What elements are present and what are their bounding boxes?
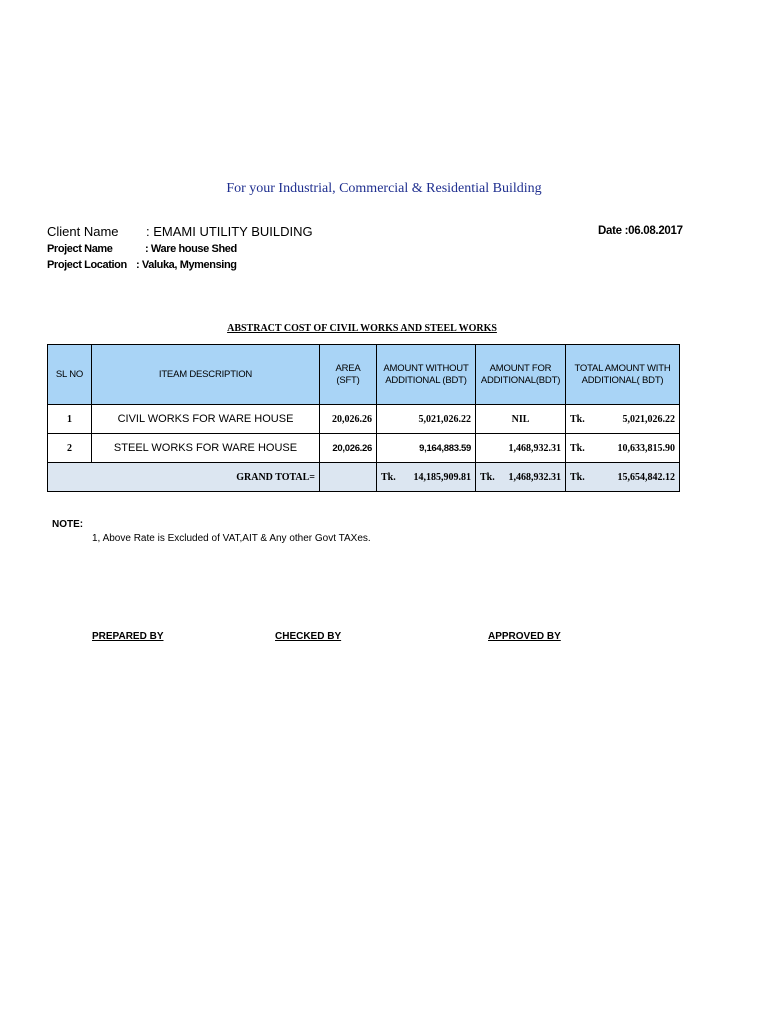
row-total [566,434,680,463]
row-amount-without: 9,164,883.59 [377,434,476,463]
table-row [48,434,680,463]
cost-table [47,344,680,492]
client-name-label: Client Name [47,224,119,239]
row-total [566,405,680,434]
row-description: STEEL WORKS FOR WARE HOUSE [92,434,320,463]
header-amount-for-line1: AMOUNT FOR [489,362,552,374]
header-amount-for [476,345,566,405]
header-total-with [566,345,680,405]
approved-by-label: APPROVED BY [488,631,561,642]
grand-total-amount-for-value: 1,468,932.31 [508,471,561,483]
grand-total-area-empty [320,463,377,492]
header-description: ITEAM DESCRIPTION [92,345,320,405]
project-location-label: Project Location [47,259,127,271]
row-amount-for: NIL [476,405,566,434]
row-amount-without: 5,021,026.22 [377,405,476,434]
company-tagline: For your Industrial, Commercial & Residential Building [226,181,542,196]
row-total-value: 10,633,815.90 [617,442,675,454]
row-description: CIVIL WORKS FOR WARE HOUSE [92,405,320,434]
checked-by-label: CHECKED BY [275,631,342,642]
grand-total-amount-without [377,463,476,492]
grand-total-amount-without-value: 14,185,909.81 [413,471,471,483]
row-area: 20,026.26 [320,405,377,434]
header-amount-without-line2: ADDITIONAL (BDT) [385,374,467,386]
row-area: 20,026.26 [320,434,377,463]
header-amount-for-line2: ADDITIONAL(BDT) [480,374,561,386]
abstract-title: ABSTRACT COST OF CIVIL WORKS AND STEEL WORKS [227,323,497,334]
grand-total-total [566,463,680,492]
grand-total-row [48,463,680,492]
project-name-label: Project Name [47,243,113,255]
client-name-value: : EMAMI UTILITY BUILDING [146,224,313,239]
document-date: Date :06.08.2017 [598,225,683,237]
note-label: NOTE: [52,519,84,530]
row-amount-for: 1,468,932.31 [476,434,566,463]
row-sl: 2 [48,434,92,463]
header-area: AREA (SFT) [320,345,377,405]
header-amount-without [377,345,476,405]
row-sl: 1 [48,405,92,434]
table-header-row [48,345,680,405]
grand-total-total-value: 15,654,842.12 [617,471,675,483]
grand-total-currency: Tk. [381,471,396,483]
header-amount-without-line1: AMOUNT WITHOUT [383,362,469,374]
row-currency: Tk. [570,442,585,454]
grand-total-label: GRAND TOTAL= [48,463,320,492]
header-total-with-line1: TOTAL AMOUNT WITH [574,362,671,374]
grand-total-currency: Tk. [570,471,585,483]
grand-total-currency: Tk. [480,471,495,483]
grand-total-amount-for [476,463,566,492]
header-sl-no: SL NO [48,345,92,405]
row-total-value: 5,021,026.22 [622,413,675,425]
project-location-value: : Valuka, Mymensing [136,259,237,271]
note-text: 1, Above Rate is Excluded of VAT,AIT & Any other Govt TAXes. [92,533,371,544]
header-total-with-line2: ADDITIONAL( BDT) [581,374,664,386]
prepared-by-label: PREPARED BY [92,631,164,642]
project-name-value: : Ware house Shed [145,243,237,255]
row-currency: Tk. [570,413,585,425]
table-row [48,405,680,434]
